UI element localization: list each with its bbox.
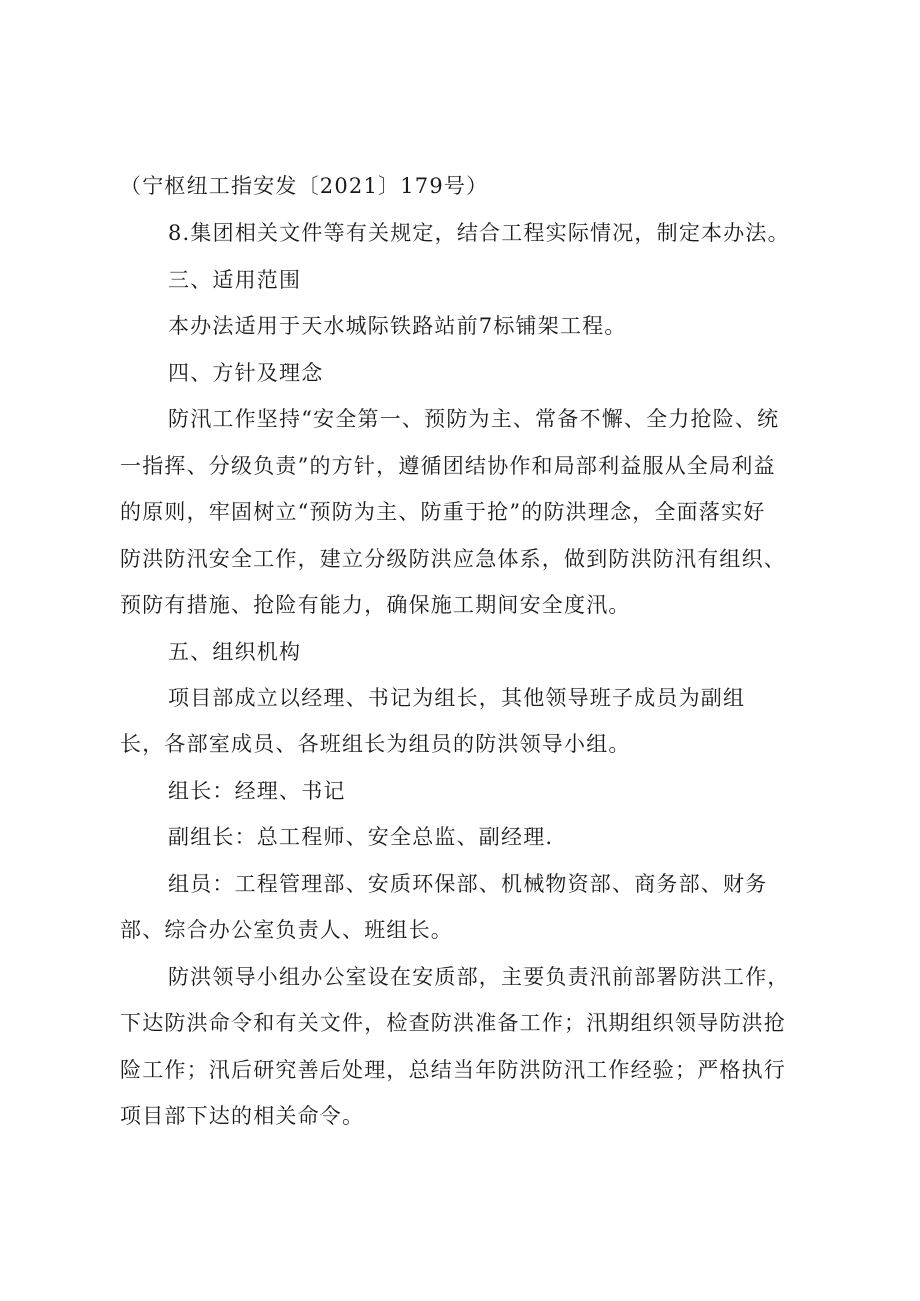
- text-line-policy-3: 的原则，牢固树立“预防为主、防重于抢”的防洪理念，全面落实好: [120, 500, 766, 524]
- text-line-members-2: 部、综合办公室负责人、班组长。: [120, 918, 453, 942]
- text-line-office-1: 防洪领导小组办公室设在安质部，主要负责汛前部署防洪工作，: [168, 965, 790, 989]
- section-heading-scope: 三、适用范围: [168, 268, 302, 292]
- text-line-deputy-leader: 副组长：总工程师、安全总监、副经理.: [168, 825, 554, 849]
- text-line-office-3: 险工作；汛后研究善后处理，总结当年防洪防汛工作经验；严格执行: [120, 1058, 786, 1082]
- text-line-policy-4: 防洪防汛安全工作，建立分级防洪应急体系，做到防洪防汛有组织、: [120, 547, 786, 571]
- text-line-leader: 组长：经理、书记: [168, 779, 346, 803]
- text-line-item-8: 8.集团相关文件等有关规定，结合工程实际情况，制定本办法。: [168, 221, 790, 245]
- text-line-policy-5: 预防有措施、抢险有能力，确保施工期间安全度汛。: [120, 593, 631, 617]
- text-line-scope: 本办法适用于天水城际铁路站前7标铺架工程。: [168, 314, 627, 338]
- text-line-policy-1: 防汛工作坚持“安全第一、预防为主、常备不懈、全力抢险、统: [168, 407, 780, 431]
- section-heading-policy: 四、方针及理念: [168, 361, 324, 385]
- text-line-org-1: 项目部成立以经理、书记为组长，其他领导班子成员为副组: [168, 686, 746, 710]
- text-line-org-2: 长，各部室成员、各班组长为组员的防洪领导小组。: [120, 732, 631, 756]
- text-line-policy-2: 一指挥、分级负责”的方针，遵循团结协作和局部利益服从全局利益: [120, 454, 776, 478]
- text-line-members-1: 组员：工程管理部、安质环保部、机械物资部、商务部、财务: [168, 872, 768, 896]
- text-line-ref: （宁枢纽工指安发〔2021〕179号）: [120, 174, 489, 198]
- text-line-office-2: 下达防洪命令和有关文件，检查防洪准备工作；汛期组织领导防洪抢: [120, 1011, 786, 1035]
- section-heading-organization: 五、组织机构: [168, 640, 302, 664]
- text-line-office-4: 项目部下达的相关命令。: [120, 1104, 365, 1128]
